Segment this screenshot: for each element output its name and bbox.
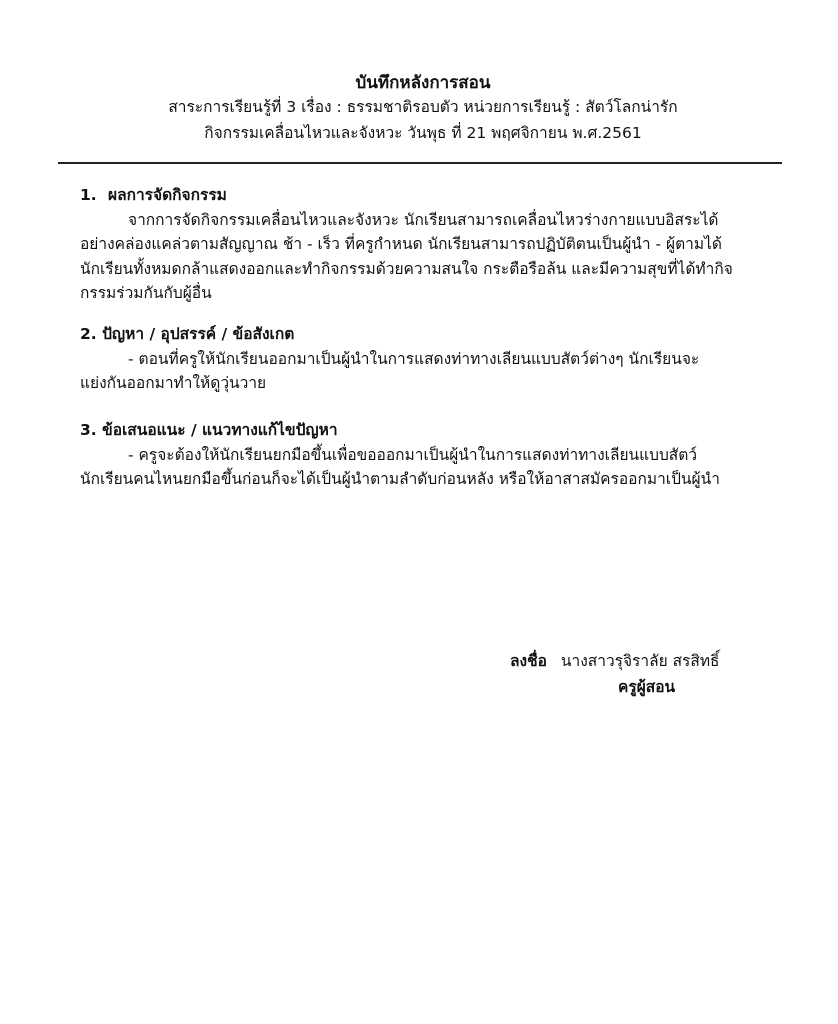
signer-name: นางสาวรุจิราลัย สรสิทธิ์ <box>560 652 720 670</box>
section-text-line: นักเรียนทั้งหมดกล้าแสดงออกและทำกิจกรรมด้วยความสนใจ กระตือรือล้น และมีความสุขที่ได้ทำกิจ <box>80 259 733 278</box>
header-activity-date-line: กิจกรรมเคลื่อนไหวและจังหวะ วันพุธ ที่ 21 พฤศจิกายน พ.ศ.2561 <box>204 124 642 142</box>
section-text-line: แย่งกันออกมาทำให้ดูวุ่นวาย <box>80 374 267 392</box>
section-number: 3. <box>80 421 97 439</box>
section-text-line: อย่างคล่องแคล่วตามสัญญาณ ช้า - เร็ว ที่ครูกำหนด นักเรียนสามารถปฏิบัติตนเป็นผู้นำ - ผู้ตามได้ <box>80 235 722 253</box>
signature-block <box>510 648 720 700</box>
section-text-line: จากการจัดกิจกรรมเคลื่อนไหวและจังหวะ นักเรียนสามารถเคลื่อนไหวร่างกายแบบอิสระได้ <box>128 210 719 229</box>
section-heading <box>80 418 760 443</box>
document-header <box>0 72 838 146</box>
section-heading <box>80 322 760 347</box>
section-text-line: กรรมร่วมกันกับผู้อื่น <box>80 284 212 302</box>
section-text-line: - ครูจะต้องให้นักเรียนยกมือขึ้นเพื่อขอออกมาเป็นผู้นำในการแสดงท่าทางเลียนแบบสัตว์ <box>128 445 698 464</box>
section-title: ข้อเสนอแนะ / แนวทางแก้ไขปัญหา <box>102 421 338 439</box>
signature-label: ลงชื่อ <box>510 652 547 670</box>
section-suggestions <box>80 418 760 492</box>
document-title: บันทึกหลังการสอน <box>355 73 491 93</box>
section-title: ผลการจัดกิจกรรม <box>108 186 227 204</box>
header-subject-line: สาระการเรียนรู้ที่ 3 เรื่อง : ธรรมชาติรอบตัว หน่วยการเรียนรู้ : สัตว์โลกน่ารัก <box>168 98 678 116</box>
section-number: 1. <box>80 186 97 204</box>
section-text-line: - ตอนที่ครูให้นักเรียนออกมาเป็นผู้นำในการแสดงท่าทางเลียนแบบสัตว์ต่างๆ นักเรียนจะ <box>128 349 700 368</box>
signer-role: ครูผู้สอน <box>618 678 676 696</box>
section-number: 2. <box>80 325 97 343</box>
section-results <box>80 183 760 306</box>
section-heading <box>80 183 760 208</box>
section-problems <box>80 322 760 396</box>
header-divider <box>58 162 782 164</box>
section-title: ปัญหา / อุปสรรค์ / ข้อสังเกต <box>102 325 295 343</box>
section-text-line: นักเรียนคนไหนยกมือขึ้นก่อนก็จะได้เป็นผู้นำตามลำดับก่อนหลัง หรือให้อาสาสมัครออกมาเป็นผู้นำ <box>80 470 720 488</box>
signature-row <box>510 648 720 674</box>
